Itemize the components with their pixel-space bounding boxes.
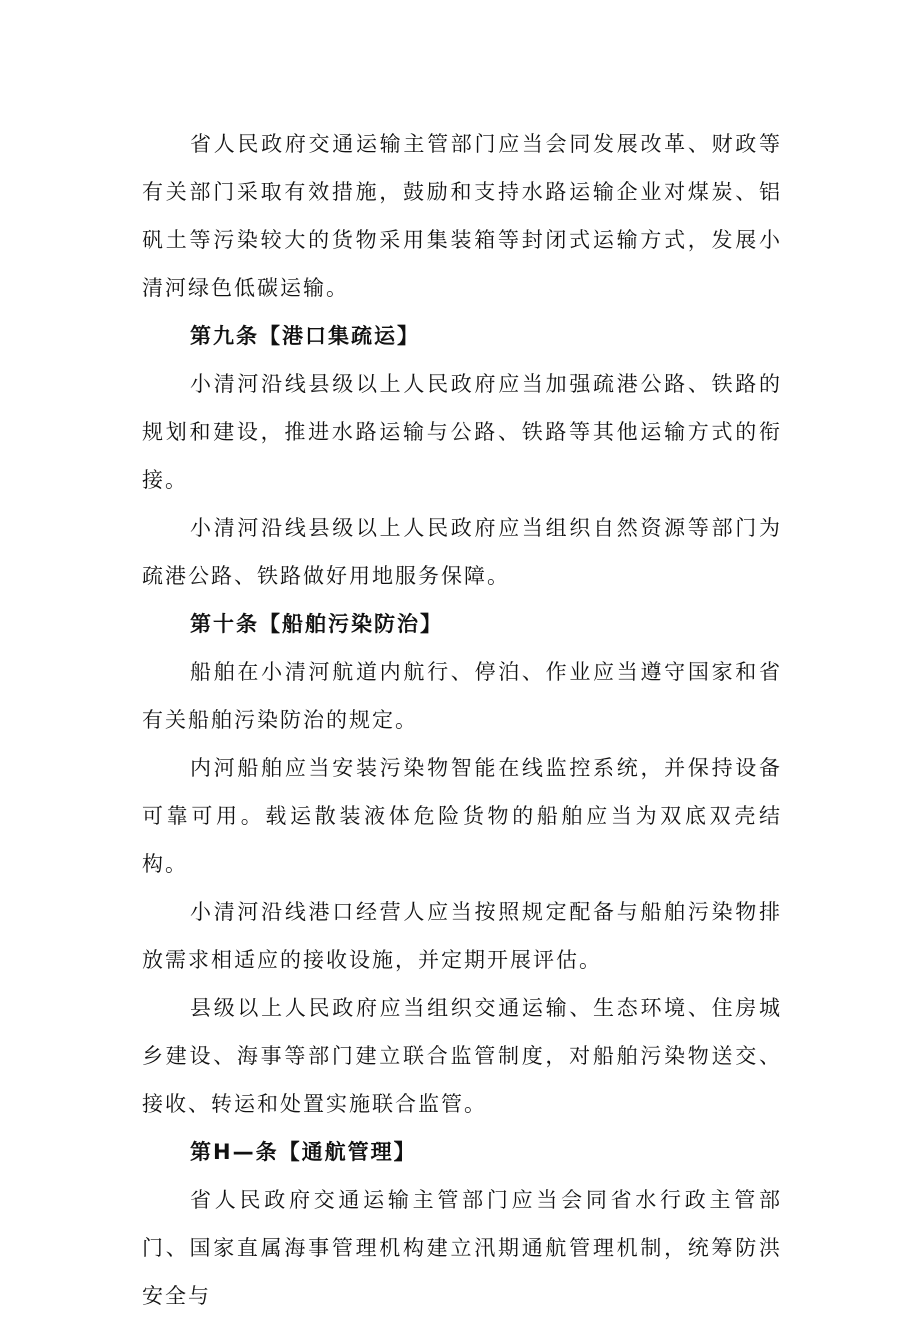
paragraph-ship-pollution-rules: 船舶在小清河航道内航行、停泊、作业应当遵守国家和省有关船舶污染防治的规定。 [142,660,782,732]
paragraph-monitoring-system: 内河船舶应当安装污染物智能在线监控系统，并保持设备可靠可用。载运散装液体危险货物的船舶应当为双底双壳结构。 [142,756,782,876]
paragraph-navigation-management: 省人民政府交通运输主管部门应当会同省水行政主管部门、国家直属海事管理机构建立汛期通航管理机制，统筹防洪安全与 [142,1188,782,1308]
article-10-heading: 第十条【船舶污染防治】 [190,612,443,636]
document-page [142,120,782,1320]
article-9-heading: 第九条【港口集疏运】 [190,324,420,348]
article-11-heading: 第H—条【通航管理】 [190,1140,417,1164]
paragraph-port-reception-facilities: 小清河沿线港口经营人应当按照规定配备与船舶污染物排放需求相适应的接收设施，并定期开展评估。 [142,900,782,972]
paragraph-land-use-guarantee: 小清河沿线县级以上人民政府应当组织自然资源等部门为疏港公路、铁路做好用地服务保障。 [142,516,782,588]
paragraph-transport-policy: 省人民政府交通运输主管部门应当会同发展改革、财政等有关部门采取有效措施，鼓励和支持水路运输企业对煤炭、铝矾土等污染较大的货物采用集装箱等封闭式运输方式，发展小清河绿色低碳运输。 [142,132,782,300]
paragraph-port-roads-planning: 小清河沿线县级以上人民政府应当加强疏港公路、铁路的规划和建设，推进水路运输与公路、铁路等其他运输方式的衔接。 [142,372,782,492]
paragraph-joint-supervision: 县级以上人民政府应当组织交通运输、生态环境、住房城乡建设、海事等部门建立联合监管制度，对船舶污染物送交、接收、转运和处置实施联合监管。 [142,996,782,1116]
